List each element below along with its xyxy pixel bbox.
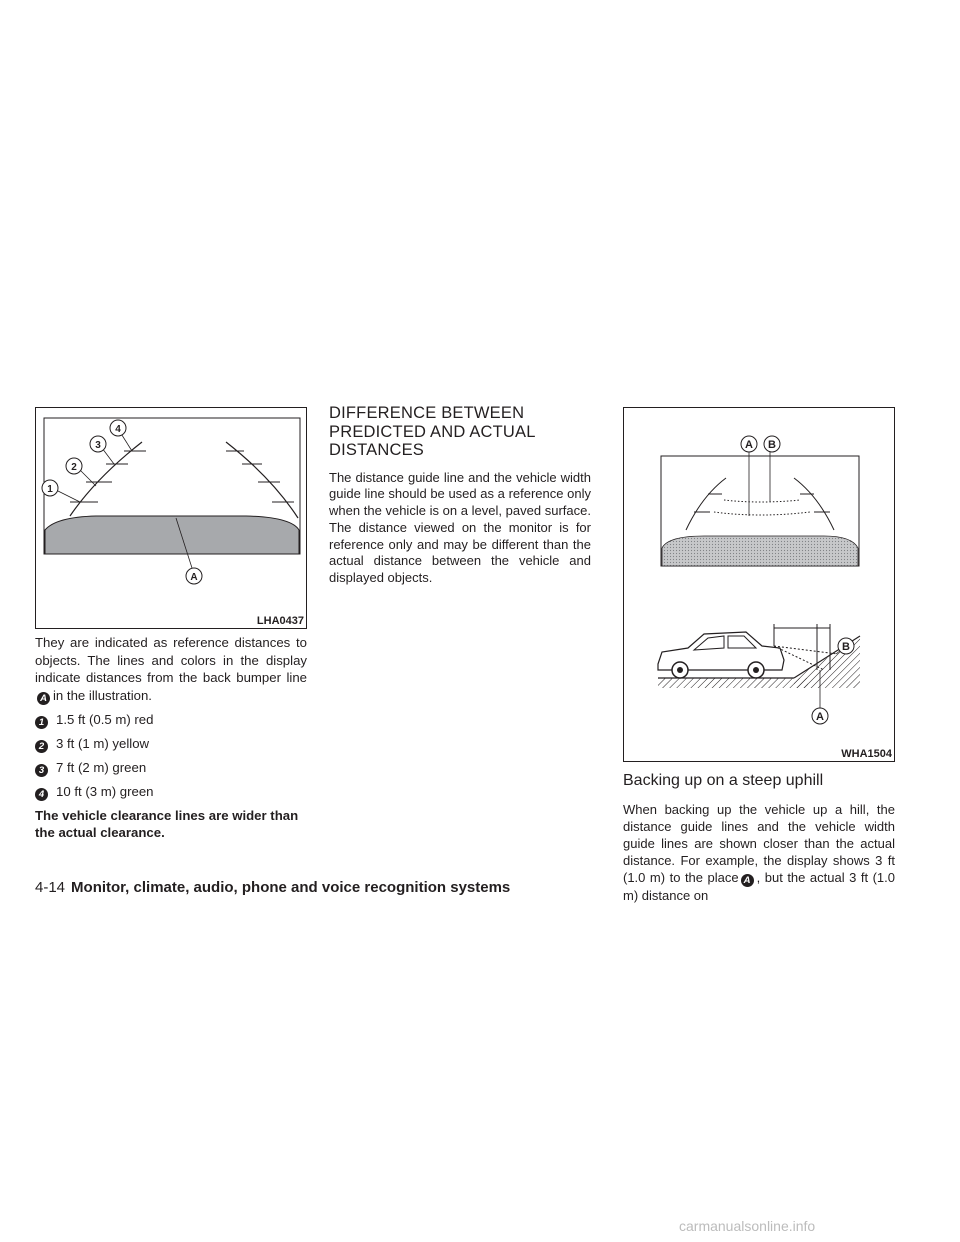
label-a-monitor: A (745, 439, 753, 451)
list-number: 3 (35, 764, 48, 777)
list-item (35, 735, 307, 753)
list-text: 1.5 ft (0.5 m) red (56, 711, 154, 727)
column-3 (623, 771, 895, 904)
list-item (35, 711, 307, 729)
section-heading: DIFFERENCE BETWEEN PREDICTED AND ACTUAL DISTANCES (329, 404, 536, 459)
list-number: 2 (35, 740, 48, 753)
label-b-side: B (842, 641, 850, 653)
figure-id: LHA0437 (256, 615, 304, 627)
list-item (35, 783, 307, 801)
list-text: 3 ft (1 m) yellow (56, 735, 150, 751)
para-text-a: When backing up the vehicle up a hill, the distance guide lines and the vehicle width guide lines are shown closer than the actual distance. For example, the display shows 3 ft (1.0 m) to the place (623, 802, 895, 885)
page-footer (35, 879, 510, 896)
warning-text: The vehicle clearance lines are wider than the actual clearance. (35, 807, 299, 840)
subsection-paragraph (623, 801, 895, 904)
list-text: 7 ft (2 m) green (56, 759, 147, 775)
uphill-illustration (624, 408, 894, 761)
page-number: 4-14 (35, 879, 66, 896)
subsection-heading: Backing up on a steep uphill (623, 772, 824, 789)
guide-lines-illustration (36, 408, 306, 628)
chapter-title: Monitor, climate, audio, phone and voice recognition systems (71, 879, 511, 896)
figure-guide-lines (35, 407, 307, 629)
para-text-b: , but the actual 3 ft (1.0 m) distance on (623, 870, 895, 903)
list-number: 1 (35, 716, 48, 729)
label-a: A (190, 572, 198, 583)
intro-text-a: They are indicated as reference distances to objects. The lines and colors in the display indicate distances from the back bumper line (35, 635, 307, 685)
list-number: 4 (35, 788, 48, 801)
marker-a: A (741, 874, 754, 887)
label-2: 2 (71, 462, 77, 473)
column-2 (329, 404, 591, 587)
watermark: carmanualsonline.info (679, 1218, 816, 1234)
column-1 (35, 634, 307, 842)
label-a-side: A (816, 711, 824, 723)
figure-id: WHA1504 (841, 748, 892, 760)
marker-a: A (37, 692, 50, 705)
intro-paragraph (35, 634, 307, 705)
label-4: 4 (115, 424, 121, 435)
list-text: 10 ft (3 m) green (56, 783, 154, 799)
label-b-monitor: B (768, 439, 776, 451)
label-3: 3 (95, 440, 101, 451)
figure-uphill (623, 407, 895, 762)
intro-text-b: in the illustration. (53, 687, 152, 703)
list-item (35, 759, 307, 777)
label-1: 1 (47, 484, 53, 495)
section-paragraph: The distance guide line and the vehicle width guide line should be used as a reference only when the vehicle is on a level, paved surface. The distance viewed on the monitor is for reference only and may be different than the actual distance between the vehicle and displayed objects. (329, 469, 591, 586)
